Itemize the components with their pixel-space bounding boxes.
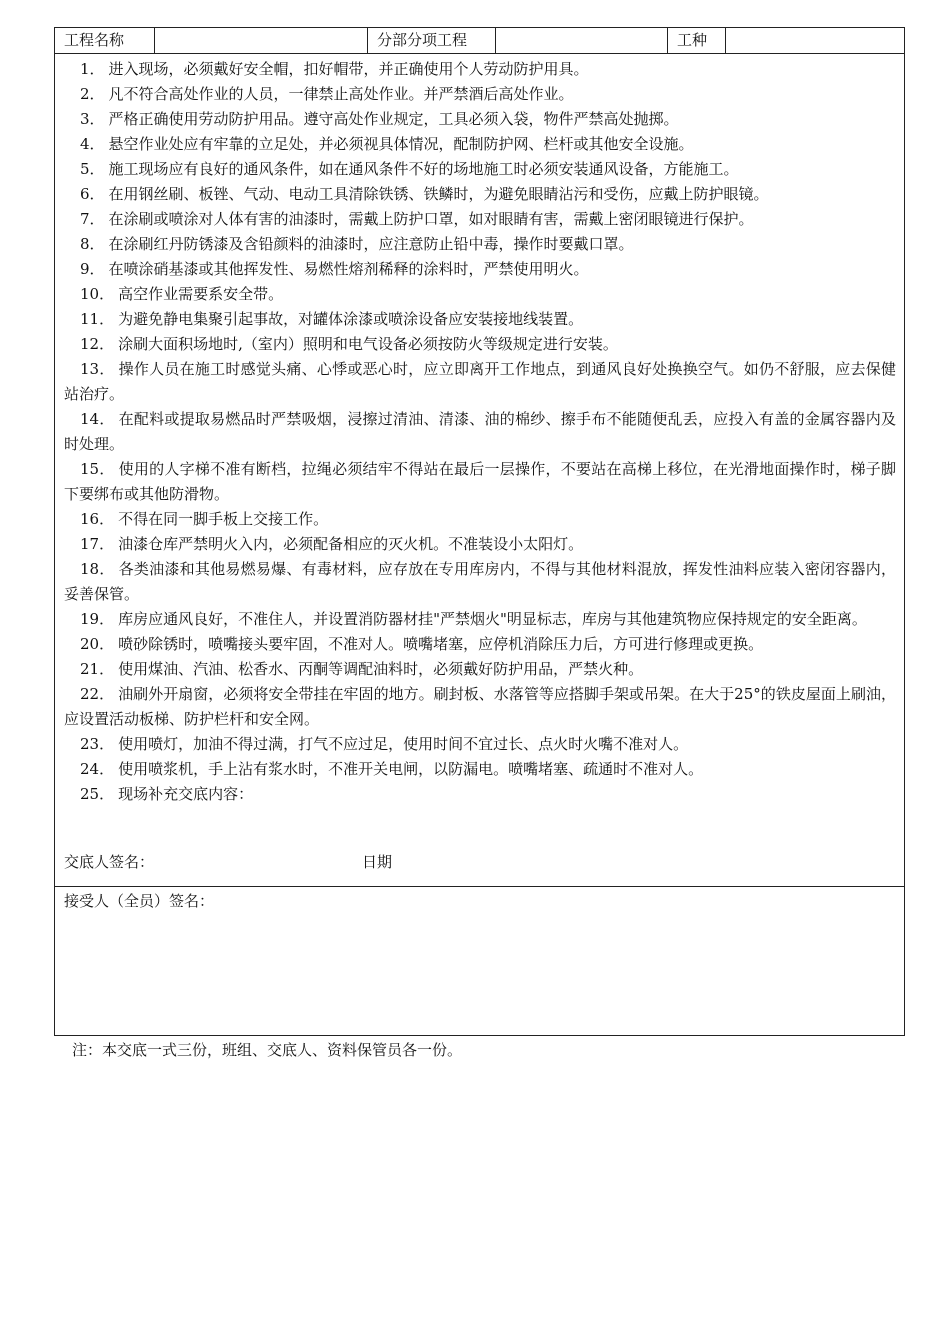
safety-item-number: 2． [80,85,105,103]
safety-item [64,357,896,407]
safety-item-text: 现场补充交底内容： [118,785,254,803]
safety-item [64,532,896,557]
safety-item [64,332,896,357]
safety-item [64,782,896,807]
safety-item-text: 油刷外开扇窗，必须将安全带挂在牢固的地方。刷封板、水落管等应搭脚手架或吊架。在大于25°的铁皮屋面上刷油，应设置活动板梯、防护栏杆和安全网。 [64,685,896,728]
safety-item [64,107,896,132]
safety-item-text: 严格正确使用劳动防护用品。遵守高处作业规定，工具必须入袋，物件严禁高处抛掷。 [108,110,679,128]
safety-item-text: 各类油漆和其他易燃易爆、有毒材料，应存放在专用库房内，不得与其他材料混放，挥发性油料应装入密闭容器内，妥善保管。 [64,560,896,603]
safety-item-text: 喷砂除锈时，喷嘴接头要牢固，不准对人。喷嘴堵塞，应停机消除压力后，方可进行修理或更换。 [118,635,764,653]
safety-item [64,157,896,182]
safety-item-text: 为避免静电集聚引起事故，对罐体涂漆或喷涂设备应安装接地线装置。 [118,310,584,328]
safety-item-text: 凡不符合高处作业的人员，一律禁止高处作业。并严禁酒后高处作业。 [108,85,574,103]
safety-item-text: 使用喷浆机，手上沾有浆水时，不准开关电闸，以防漏电。喷嘴堵塞、疏通时不准对人。 [118,760,704,778]
form-header-row [55,28,904,54]
safety-item [64,557,896,607]
safety-item-number: 11． [80,310,115,328]
safety-item-number: 14． [80,410,115,428]
safety-item-number: 10． [80,285,115,303]
safety-item-number: 22． [80,685,115,703]
safety-item-text: 施工现场应有良好的通风条件，如在通风条件不好的场地施工时必须安装通风设备，方能施工。 [108,160,739,178]
signature-row [64,850,896,875]
discloser-signature-label: 交底人签名： [64,853,155,871]
safety-item-number: 7． [80,210,105,228]
safety-item-text: 悬空作业处应有牢靠的立足处，并必须视具体情况，配制防护网、栏杆或其他安全设施。 [108,135,694,153]
safety-item-text: 油漆仓库严禁明火入内，必须配备相应的灭火机。不准装设小太阳灯。 [118,535,584,553]
safety-item [64,757,896,782]
safety-item-number: 20． [80,635,115,653]
safety-item [64,682,896,732]
safety-item-text: 在配料或提取易燃品时严禁吸烟，浸擦过清油、清漆、油的棉纱、擦手布不能随便乱丢，应投入有盖的金属容器内及时处理。 [64,410,896,453]
safety-item-number: 19． [80,610,115,628]
safety-item [64,732,896,757]
safety-item-text: 在涂刷或喷涂对人体有害的油漆时，需戴上防护口罩，如对眼睛有害，需戴上密闭眼镜进行保护。 [108,210,754,228]
safety-item-number: 18． [80,560,115,578]
safety-item [64,632,896,657]
safety-item-number: 25． [80,785,115,803]
safety-item-text: 涂刷大面积场地时,（室内）照明和电气设备必须按防火等级规定进行安装。 [118,335,618,353]
safety-item-text: 不得在同一脚手板上交接工作。 [118,510,329,528]
safety-item [64,182,896,207]
safety-item [64,407,896,457]
safety-item-number: 23． [80,735,115,753]
safety-item-text: 在喷涂硝基漆或其他挥发性、易燃性熔剂稀释的涂料时，严禁使用明火。 [108,260,589,278]
safety-item-number: 1． [80,60,105,78]
safety-item-number: 3． [80,110,105,128]
safety-item-number: 17． [80,535,115,553]
safety-item-number: 8． [80,235,105,253]
safety-item [64,607,896,632]
safety-item [64,307,896,332]
safety-item [64,507,896,532]
safety-item [64,82,896,107]
date-label: 日期 [362,853,393,871]
safety-item [64,207,896,232]
safety-item-number: 12． [80,335,115,353]
safety-item-number: 5． [80,160,105,178]
safety-items-list [64,57,896,807]
safety-item-text: 库房应通风良好，不准住人，并设置消防器材挂"严禁烟火"明显标志，库房与其他建筑物应保持规定的安全距离。 [118,610,867,628]
receiver-signature-area[interactable] [55,887,904,1035]
safety-item-number: 21． [80,660,115,678]
disclosure-form [54,27,905,1036]
safety-item-text: 使用煤油、汽油、松香水、丙酮等调配油料时，必须戴好防护用品，严禁火种。 [118,660,644,678]
project-name-field[interactable] [155,28,368,53]
safety-item-text: 使用的人字梯不准有断档，拉绳必须结牢不得站在最后一层操作，不要站在高梯上移位，在光滑地面操作时，梯子脚下要绑布或其他防滑物。 [64,460,896,503]
subproject-label: 分部分项工程 [368,28,496,53]
safety-item [64,657,896,682]
safety-item-number: 4． [80,135,105,153]
safety-item-number: 13． [80,360,115,378]
safety-item-text: 进入现场，必须戴好安全帽，扣好帽带，并正确使用个人劳动防护用具。 [108,60,589,78]
safety-item-text: 在用钢丝刷、板锉、气动、电动工具清除铁锈、铁鳞时，为避免眼睛沾污和受伤，应戴上防护眼镜。 [108,185,769,203]
subproject-field[interactable] [496,28,668,53]
safety-item-text: 高空作业需要系安全带。 [118,285,284,303]
safety-item-text: 使用喷灯，加油不得过满，打气不应过足，使用时间不宜过长、点火时火嘴不准对人。 [118,735,689,753]
footer-note: 注：本交底一式三份，班组、交底人、资料保管员各一份。 [72,1041,463,1059]
safety-item-number: 6． [80,185,105,203]
receiver-signature-label: 接受人（全员）签名： [64,892,215,910]
safety-item-number: 15． [80,460,115,478]
safety-item [64,457,896,507]
trade-field[interactable] [726,28,904,53]
safety-item [64,232,896,257]
safety-item [64,257,896,282]
project-name-label: 工程名称 [55,28,155,53]
trade-label: 工种 [668,28,726,53]
safety-item-text: 操作人员在施工时感觉头痛、心悸或恶心时，应立即离开工作地点，到通风良好处换换空气。如仍不舒服，应去保健站治疗。 [64,360,896,403]
safety-item-number: 9． [80,260,105,278]
safety-item-text: 在涂刷红丹防锈漆及含铅颜料的油漆时，应注意防止铅中毒，操作时要戴口罩。 [108,235,634,253]
safety-item [64,57,896,82]
safety-item [64,132,896,157]
safety-item-number: 24． [80,760,115,778]
safety-item [64,282,896,307]
safety-item-number: 16． [80,510,115,528]
disclosure-content [55,54,904,887]
